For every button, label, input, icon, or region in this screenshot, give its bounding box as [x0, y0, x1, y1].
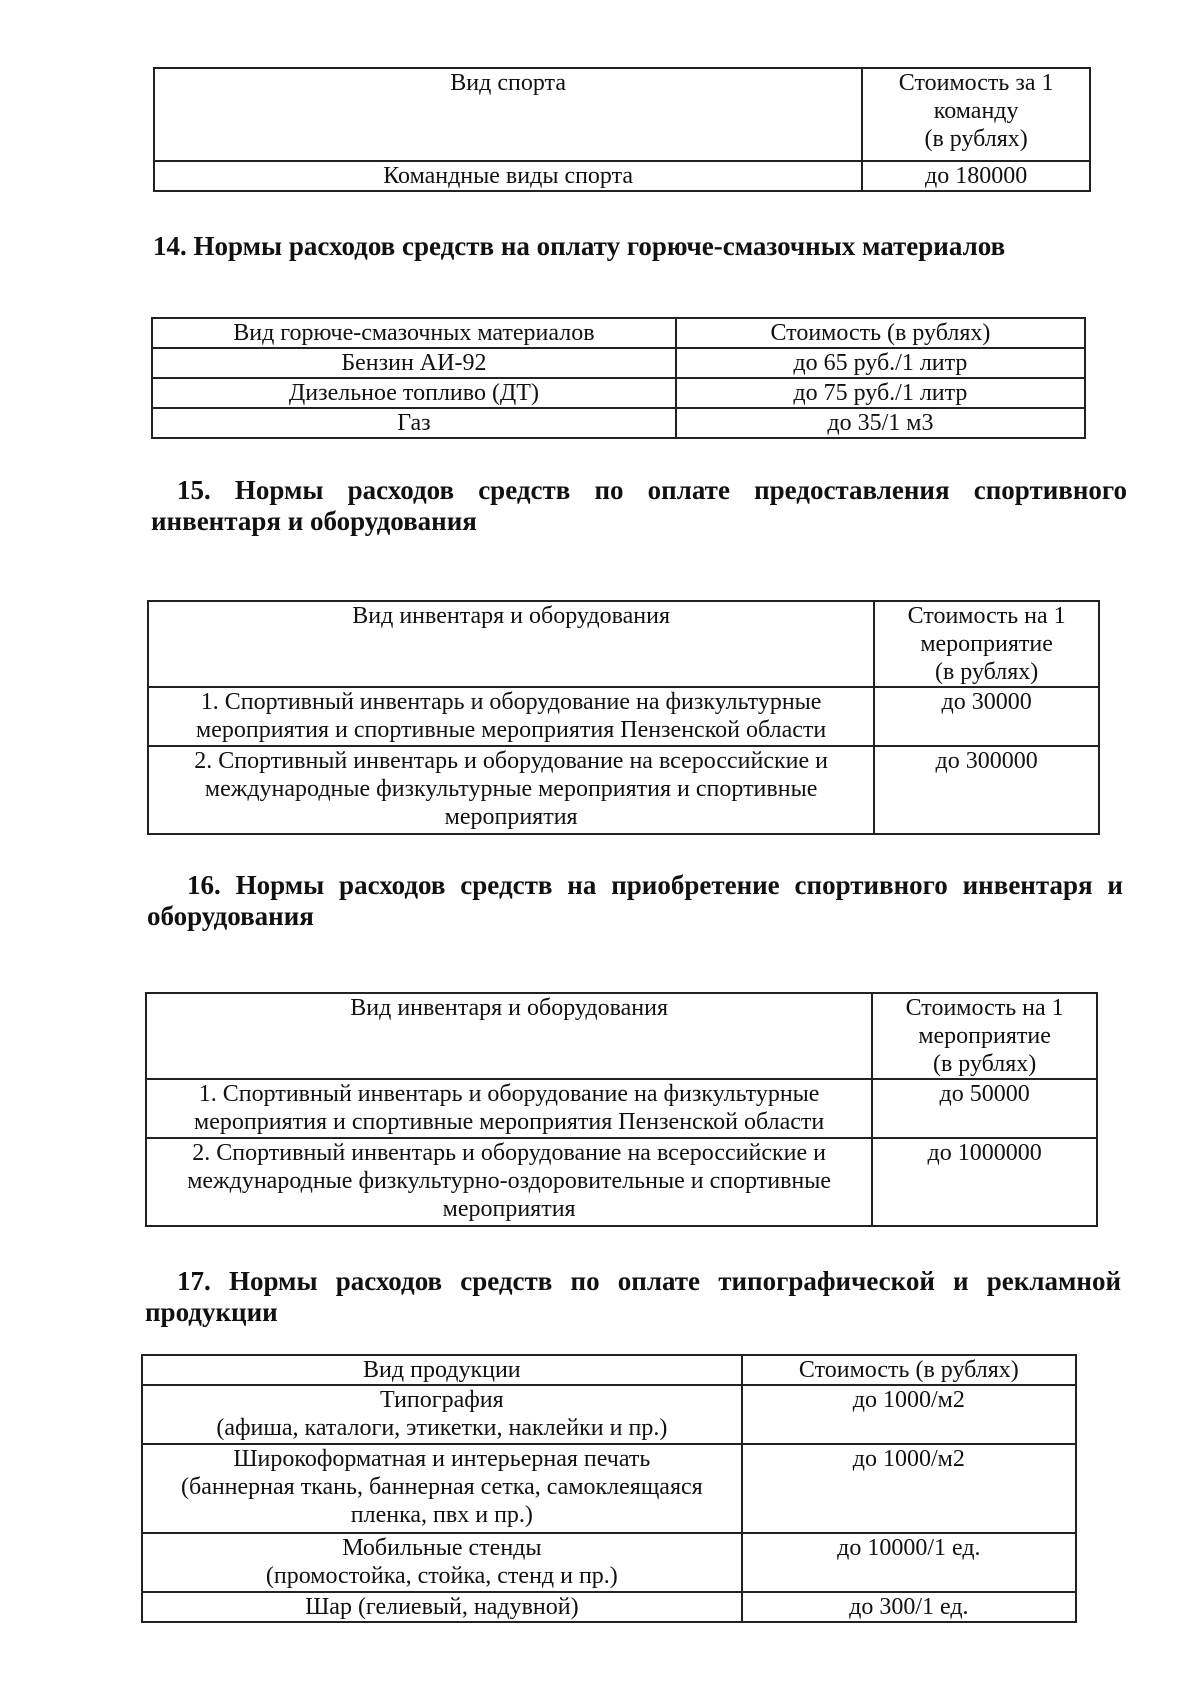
table-cell: Командные виды спорта: [154, 161, 862, 191]
table-cell: до 75 руб./1 литр: [676, 378, 1085, 408]
table-cell: до 300000: [874, 746, 1099, 834]
table-cell: до 180000: [862, 161, 1090, 191]
table-cell: до 1000/м2: [742, 1444, 1076, 1533]
section-number: 16.: [187, 870, 221, 900]
table-header-row: [146, 993, 1097, 1079]
table-row: [152, 348, 1085, 378]
table-header-row: [154, 68, 1090, 161]
printing-products-table: [141, 1354, 1077, 1623]
section-heading: [153, 231, 1093, 262]
table-cell: 1. Спортивный инвентарь и оборудование на физкультурные мероприятия и спортивные мероприятия Пензенской области: [146, 1079, 872, 1138]
table-cell: Широкоформатная и интерьерная печать (баннерная ткань, баннерная сетка, самоклеящаяся пленка, пвх и пр.): [142, 1444, 742, 1533]
table-cell: до 35/1 м3: [676, 408, 1085, 438]
section-number: 15.: [177, 475, 211, 505]
table-cell: до 300/1 ед.: [742, 1592, 1076, 1622]
column-header: Вид горюче-смазочных материалов: [152, 318, 676, 348]
section-heading: [151, 475, 1127, 537]
column-header: Стоимость на 1 мероприятие (в рублях): [874, 601, 1099, 687]
table-cell: до 50000: [872, 1079, 1097, 1138]
column-header: Вид инвентаря и оборудования: [148, 601, 874, 687]
table-cell: Газ: [152, 408, 676, 438]
section-number: 17.: [177, 1266, 211, 1296]
table-cell: до 65 руб./1 литр: [676, 348, 1085, 378]
table-row: [142, 1592, 1076, 1622]
table-cell: Типография (афиша, каталоги, этикетки, наклейки и пр.): [142, 1385, 742, 1444]
table-cell: до 30000: [874, 687, 1099, 746]
table-cell: 2. Спортивный инвентарь и оборудование на всероссийские и международные физкультурные мероприятия и спортивные мероприятия: [148, 746, 874, 834]
column-header: Вид продукции: [142, 1355, 742, 1385]
table-row: [142, 1385, 1076, 1444]
column-header: Вид инвентаря и оборудования: [146, 993, 872, 1079]
table-cell: до 10000/1 ед.: [742, 1533, 1076, 1592]
table-row: [148, 746, 1099, 834]
section-title: Нормы расходов средств на приобретение спортивного инвентаря и оборудования: [147, 870, 1123, 931]
table-row: [142, 1444, 1076, 1533]
equipment-rental-table: [147, 600, 1100, 835]
table-row: [146, 1079, 1097, 1138]
column-header: Стоимость на 1 мероприятие (в рублях): [872, 993, 1097, 1079]
column-header: Стоимость за 1 команду (в рублях): [862, 68, 1090, 161]
section-title: Нормы расходов средств по оплате предоставления спортивного инвентаря и оборудования: [151, 475, 1127, 536]
column-header: Вид спорта: [154, 68, 862, 161]
section-number: 14.: [153, 231, 187, 261]
table-row: [152, 378, 1085, 408]
equipment-purchase-table: [145, 992, 1098, 1227]
section-heading: [147, 870, 1123, 932]
section-title: Нормы расходов средств на оплату горюче-смазочных материалов: [193, 231, 1006, 261]
table-row: [142, 1533, 1076, 1592]
table-header-row: [142, 1355, 1076, 1385]
section-heading: [145, 1266, 1121, 1328]
table-cell: Шар (гелиевый, надувной): [142, 1592, 742, 1622]
table-cell: до 1000000: [872, 1138, 1097, 1226]
table-cell: 1. Спортивный инвентарь и оборудование на физкультурные мероприятия и спортивные мероприятия Пензенской области: [148, 687, 874, 746]
table-cell: Бензин АИ-92: [152, 348, 676, 378]
table-row: [148, 687, 1099, 746]
table-cell: Дизельное топливо (ДТ): [152, 378, 676, 408]
column-header: Стоимость (в рублях): [742, 1355, 1076, 1385]
table-header-row: [148, 601, 1099, 687]
table-cell: Мобильные стенды (промостойка, стойка, стенд и пр.): [142, 1533, 742, 1592]
table-header-row: [152, 318, 1085, 348]
sport-cost-table: [153, 67, 1091, 192]
table-row: [146, 1138, 1097, 1226]
column-header: Стоимость (в рублях): [676, 318, 1085, 348]
table-row: [154, 161, 1090, 191]
table-cell: до 1000/м2: [742, 1385, 1076, 1444]
fuel-cost-table: [151, 317, 1086, 439]
table-row: [152, 408, 1085, 438]
table-cell: 2. Спортивный инвентарь и оборудование на всероссийские и международные физкультурно-оздоровительные и спортивные мероприятия: [146, 1138, 872, 1226]
section-title: Нормы расходов средств по оплате типографической и рекламной продукции: [145, 1266, 1122, 1327]
